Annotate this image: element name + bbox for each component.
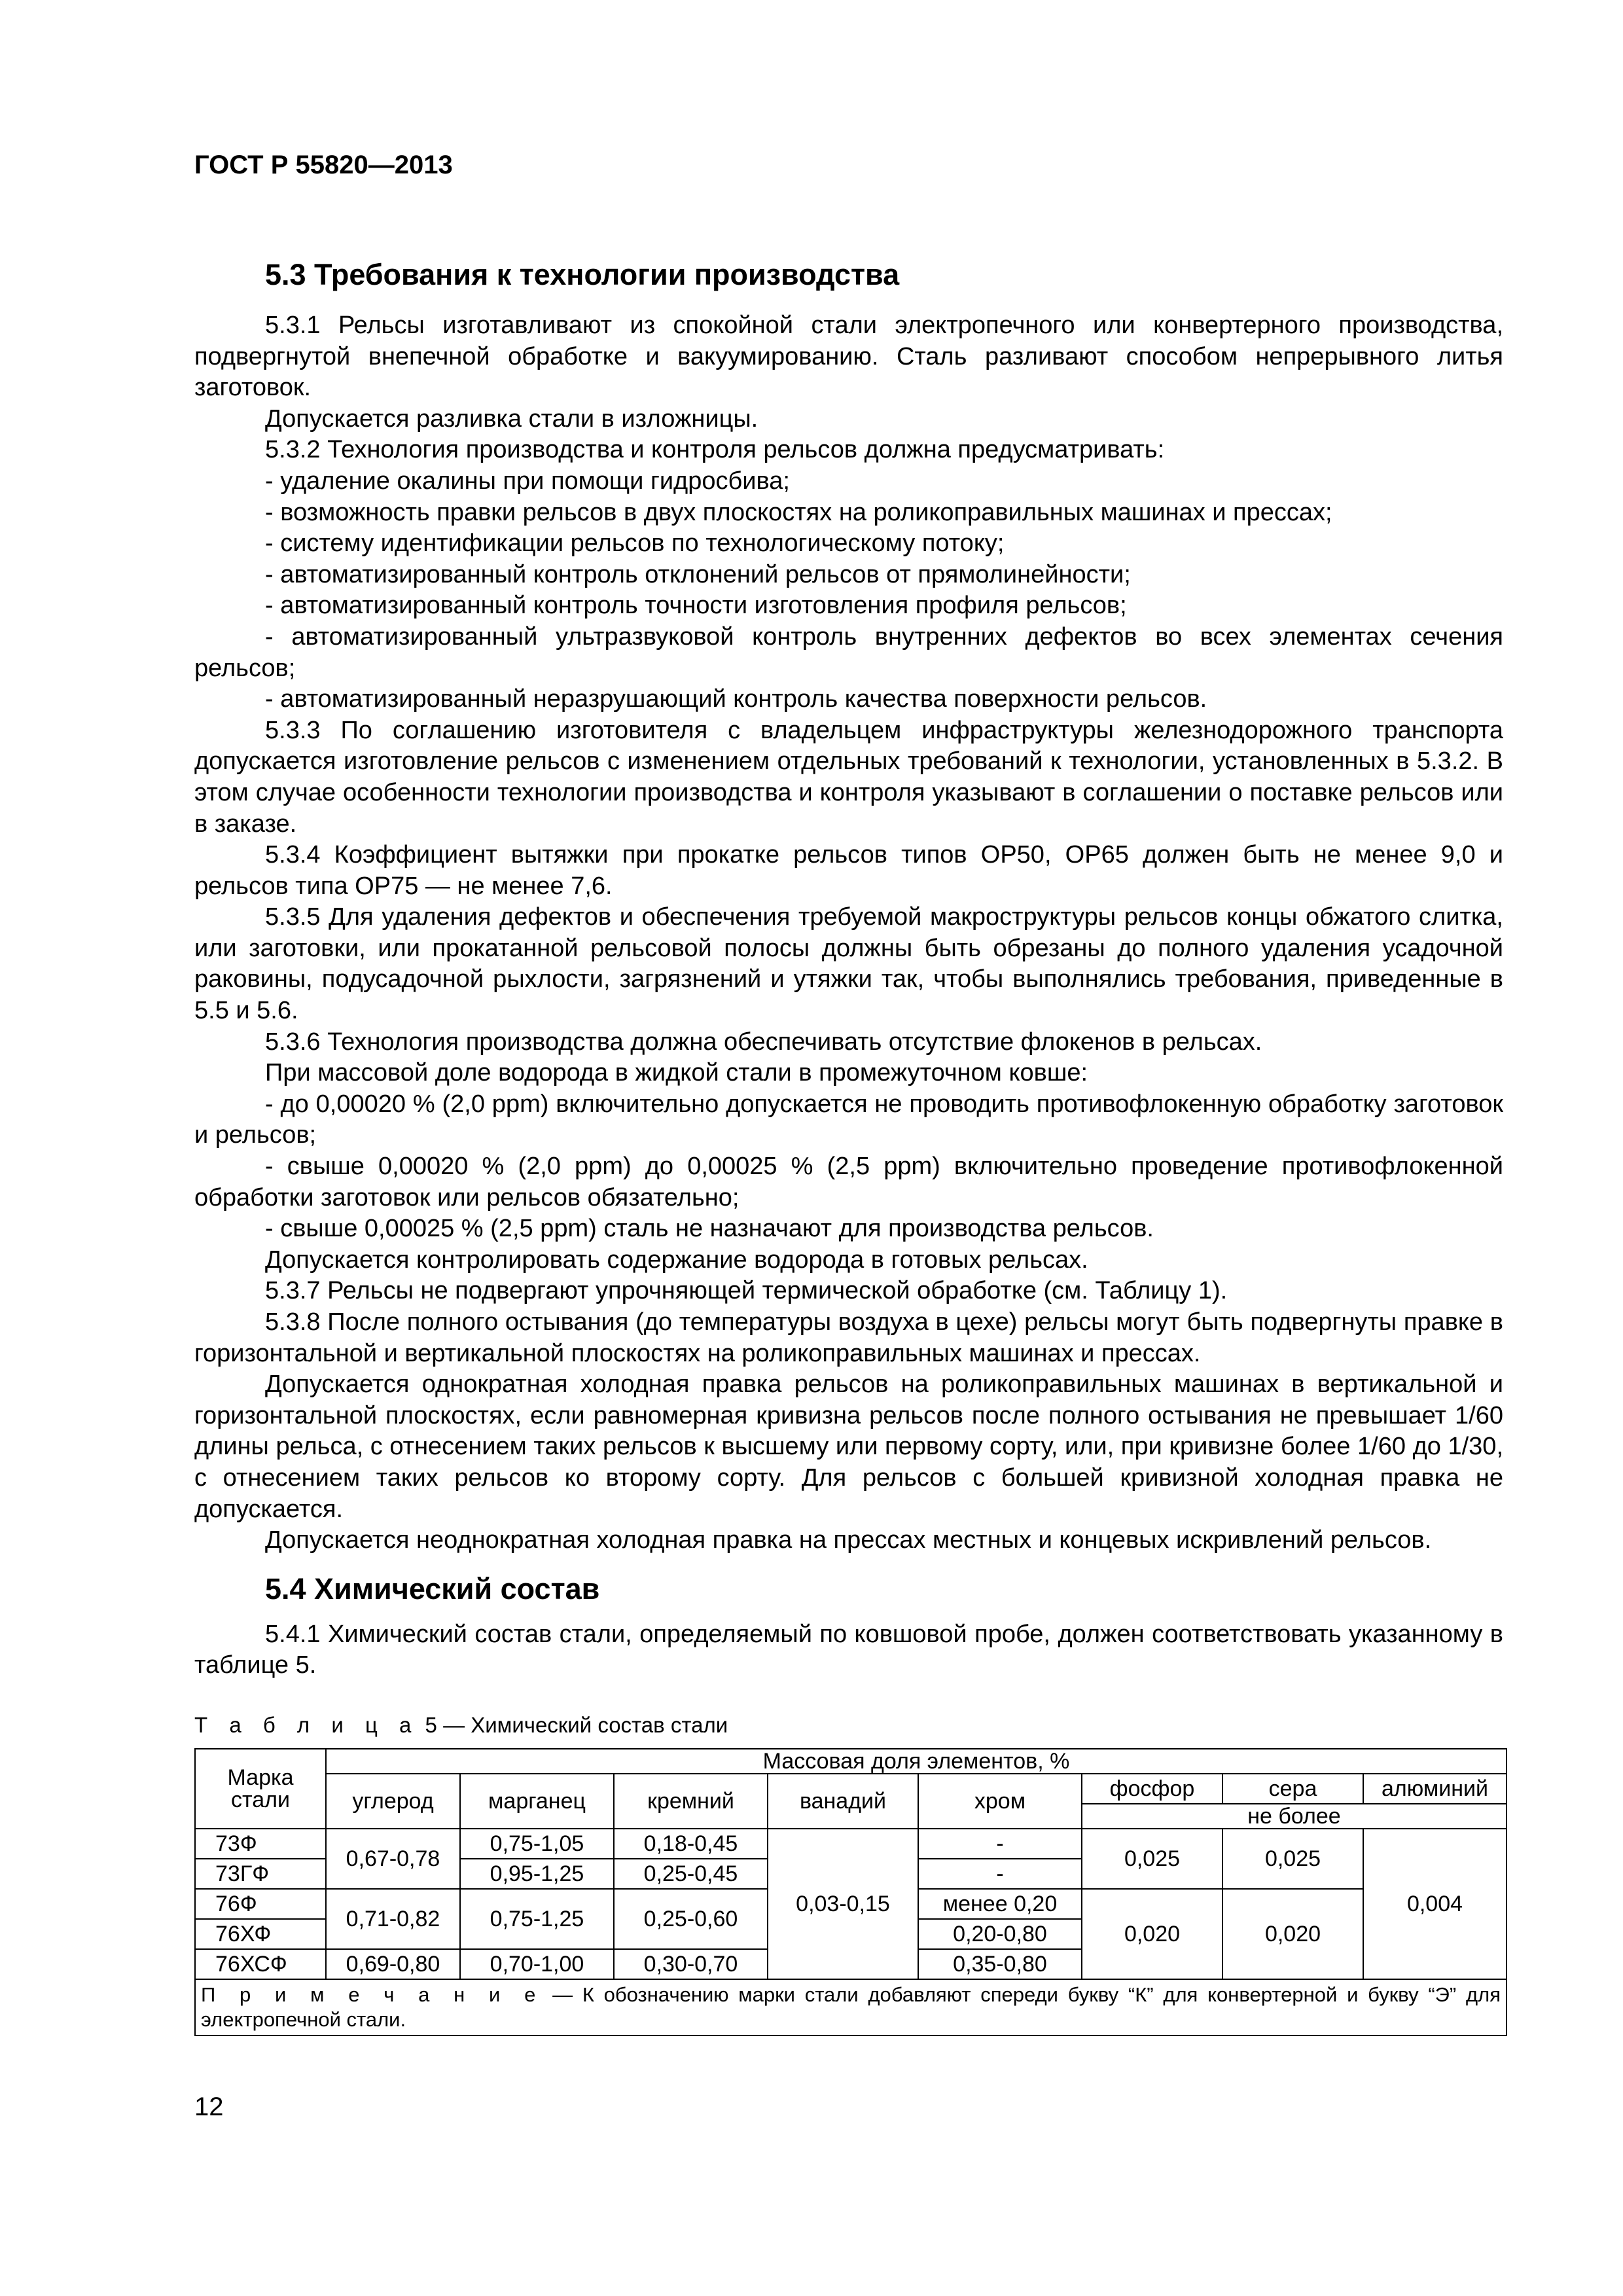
paragraph: 5.3.5 Для удаления дефектов и обеспечения требуемой макроструктуры рельсов концы обжатого слитка, или заготовки, или прокатанной рельсовой полосы должны быть обрезаны до полного удаления усадочной раковины, подусадочной рыхлости, загрязнений и утяжки так, чтобы выполнялись требования, приведенные в 5.5 и 5.6. [194,903,1503,1025]
paragraph: Допускается контролировать содержание водорода в готовых рельсах. [265,1246,1088,1274]
table-cell-grade: 76ХФ [195,1919,326,1949]
table-cell-aluminum: 0,004 [1363,1829,1507,1979]
paragraph: - возможность правки рельсов в двух плоскостях на роликоправильных машинах и прессах; [265,498,1332,526]
header-sulfur: сера [1222,1774,1363,1804]
header-vanadium: ванадий [768,1774,918,1829]
table-cell-grade: 73ГФ [195,1859,326,1889]
paragraph: - свыше 0,00020 % (2,0 ppm) до 0,00025 % (2,5 ppm) включительно проведение противофлокенной обработки заготовок или рельсов обязательно; [194,1153,1503,1211]
section-title-5-3: 5.3 Требования к технологии производства [265,258,900,291]
paragraph: 5.3.6 Технология производства должна обеспечивать отсутствие флокенов в рельсах. [265,1028,1262,1056]
paragraph: Допускается однократная холодная правка рельсов на роликоправильных машинах в вертикальной и горизонтальной плоскостях, если равномерная кривизна рельсов после полного остывания не превышает 1/60 длины рельса, с отнесением таких рельсов к высшему или первому сорту, или, при кривизне более 1/60 до 1/30, с отнесением таких рельсов ко второму сорту. Для рельсов с большей кривизной холодная правка не допускается. [194,1371,1503,1523]
header-grade: Марка стали [195,1749,326,1829]
paragraph: При массовой доле водорода в жидкой стали в промежуточном ковше: [265,1059,1088,1087]
table-cell-carbon: 0,71-0,82 [326,1889,460,1949]
table-cell-grade: 73Ф [195,1829,326,1859]
section-title-5-4: 5.4 Химический состав [265,1571,600,1605]
table-cell-silicon: 0,25-0,60 [614,1889,768,1949]
table-cell-manganese: 0,75-1,05 [460,1829,614,1859]
header-phosphorus: фосфор [1082,1774,1222,1804]
table-cell-silicon: 0,25-0,45 [614,1859,768,1889]
paragraph: - автоматизированный контроль точности изготовления профиля рельсов; [265,592,1127,620]
document-header: ГОСТ Р 55820—2013 [194,151,453,179]
section-5-4-body [194,1619,1503,1681]
table-cell-sulfur: 0,025 [1222,1829,1363,1889]
table-cell-grade: 76Ф [195,1889,326,1919]
header-max-note: не более [1082,1804,1507,1829]
table-cell-manganese: 0,95-1,25 [460,1859,614,1889]
table-cell-grade: 76ХСФ [195,1949,326,1979]
document-page [194,151,1503,2036]
paragraph: - автоматизированный неразрушающий контроль качества поверхности рельсов. [265,685,1207,713]
table-caption-prefix: Т а б л и ц а [194,1712,419,1737]
header-aluminum: алюминий [1363,1774,1507,1804]
header-silicon: кремний [614,1774,768,1829]
table-caption-text: 5 — Химический состав стали [425,1712,728,1737]
paragraph: 5.3.7 Рельсы не подвергают упрочняющей термической обработке (см. Таблицу 1). [265,1277,1228,1305]
header-chromium: хром [918,1774,1082,1829]
table-cell-carbon: 0,67-0,78 [326,1829,460,1889]
page-number: 12 [194,2092,224,2121]
paragraph: 5.3.3 По соглашению изготовителя с владельцем инфраструктуры железнодорожного транспорта допускается изготовление рельсов с изменением отдельных требований к технологии, установленных в 5.3.2. В этом случае особенности технологии производства и контроля указывают в соглашении о поставке рельсов или в заказе. [194,716,1503,838]
paragraph: - свыше 0,00025 % (2,5 ppm) сталь не назначают для производства рельсов. [265,1215,1154,1243]
header-mass-fraction: Массовая доля элементов, % [326,1749,1507,1774]
paragraph: 5.3.4 Коэффициент вытяжки при прокатке рельсов типов ОР50, ОР65 должен быть не менее 9,0 и рельсов типа ОР75 — не менее 7,6. [194,841,1503,900]
table-cell-silicon: 0,18-0,45 [614,1829,768,1859]
paragraph: - автоматизированный ультразвуковой контроль внутренних дефектов во всех элементах сечения рельсов; [194,622,1503,682]
table-cell-phosphorus: 0,020 [1082,1889,1222,1979]
table-cell-chromium: - [918,1859,1082,1889]
table-cell-chromium: 0,35-0,80 [918,1949,1082,1979]
table-caption [194,1713,1503,1738]
table-cell-chromium: 0,20-0,80 [918,1919,1082,1949]
paragraph: 5.3.2 Технология производства и контроля рельсов должна предусматривать: [265,436,1165,464]
paragraph: - до 0,00020 % (2,0 ppm) включительно допускается не проводить противофлокенную обработку заготовок и рельсов; [194,1090,1503,1149]
table-cell-chromium: - [918,1829,1082,1859]
header-manganese: марганец [460,1774,614,1829]
paragraph: - удаление окалины при помощи гидросбива; [265,467,790,495]
paragraph: 5.4.1 Химический состав стали, определяемый по ковшовой пробе, должен соответствовать указанному в таблице 5. [194,1620,1503,1679]
header-carbon: углерод [326,1774,460,1829]
table-cell-manganese: 0,70-1,00 [460,1949,614,1979]
paragraph: - систему идентификации рельсов по технологическому потоку; [265,529,1005,558]
chemical-composition-table [194,1748,1507,2036]
table-cell-phosphorus: 0,025 [1082,1829,1222,1889]
table-cell-sulfur: 0,020 [1222,1889,1363,1979]
paragraph: - автоматизированный контроль отклонений рельсов от прямолинейности; [265,560,1131,588]
paragraph: 5.3.1 Рельсы изготавливают из спокойной стали электропечного или конвертерного производства, подвергнутой внепечной обработке и вакуумированию. Сталь разливают способом непрерывного литья заготовок. [194,312,1503,402]
paragraph: Допускается неоднократная холодная правка на прессах местных и концевых искривлений рельсов. [265,1526,1432,1554]
table-cell-chromium: менее 0,20 [918,1889,1082,1919]
section-5-3-body [194,310,1503,1556]
paragraph: Допускается разливка стали в изложницы. [265,404,758,433]
table-note [195,1979,1507,2036]
table-cell-silicon: 0,30-0,70 [614,1949,768,1979]
table-cell-carbon: 0,69-0,80 [326,1949,460,1979]
table-cell-manganese: 0,75-1,25 [460,1889,614,1949]
paragraph: 5.3.8 После полного остывания (до температуры воздуха в цехе) рельсы могут быть подвергнуты правке в горизонтальной и вертикальной плоскостях на роликоправильных машинах и прессах. [194,1308,1503,1367]
table-note-prefix: П р и м е ч а н и е [201,1982,543,2006]
table-cell-vanadium: 0,03-0,15 [768,1829,918,1979]
table-note-text: — К обозначению марки стали добавляют спереди букву “К” для конвертерной и букву “Э” для электропечной стали. [201,1982,1501,2031]
